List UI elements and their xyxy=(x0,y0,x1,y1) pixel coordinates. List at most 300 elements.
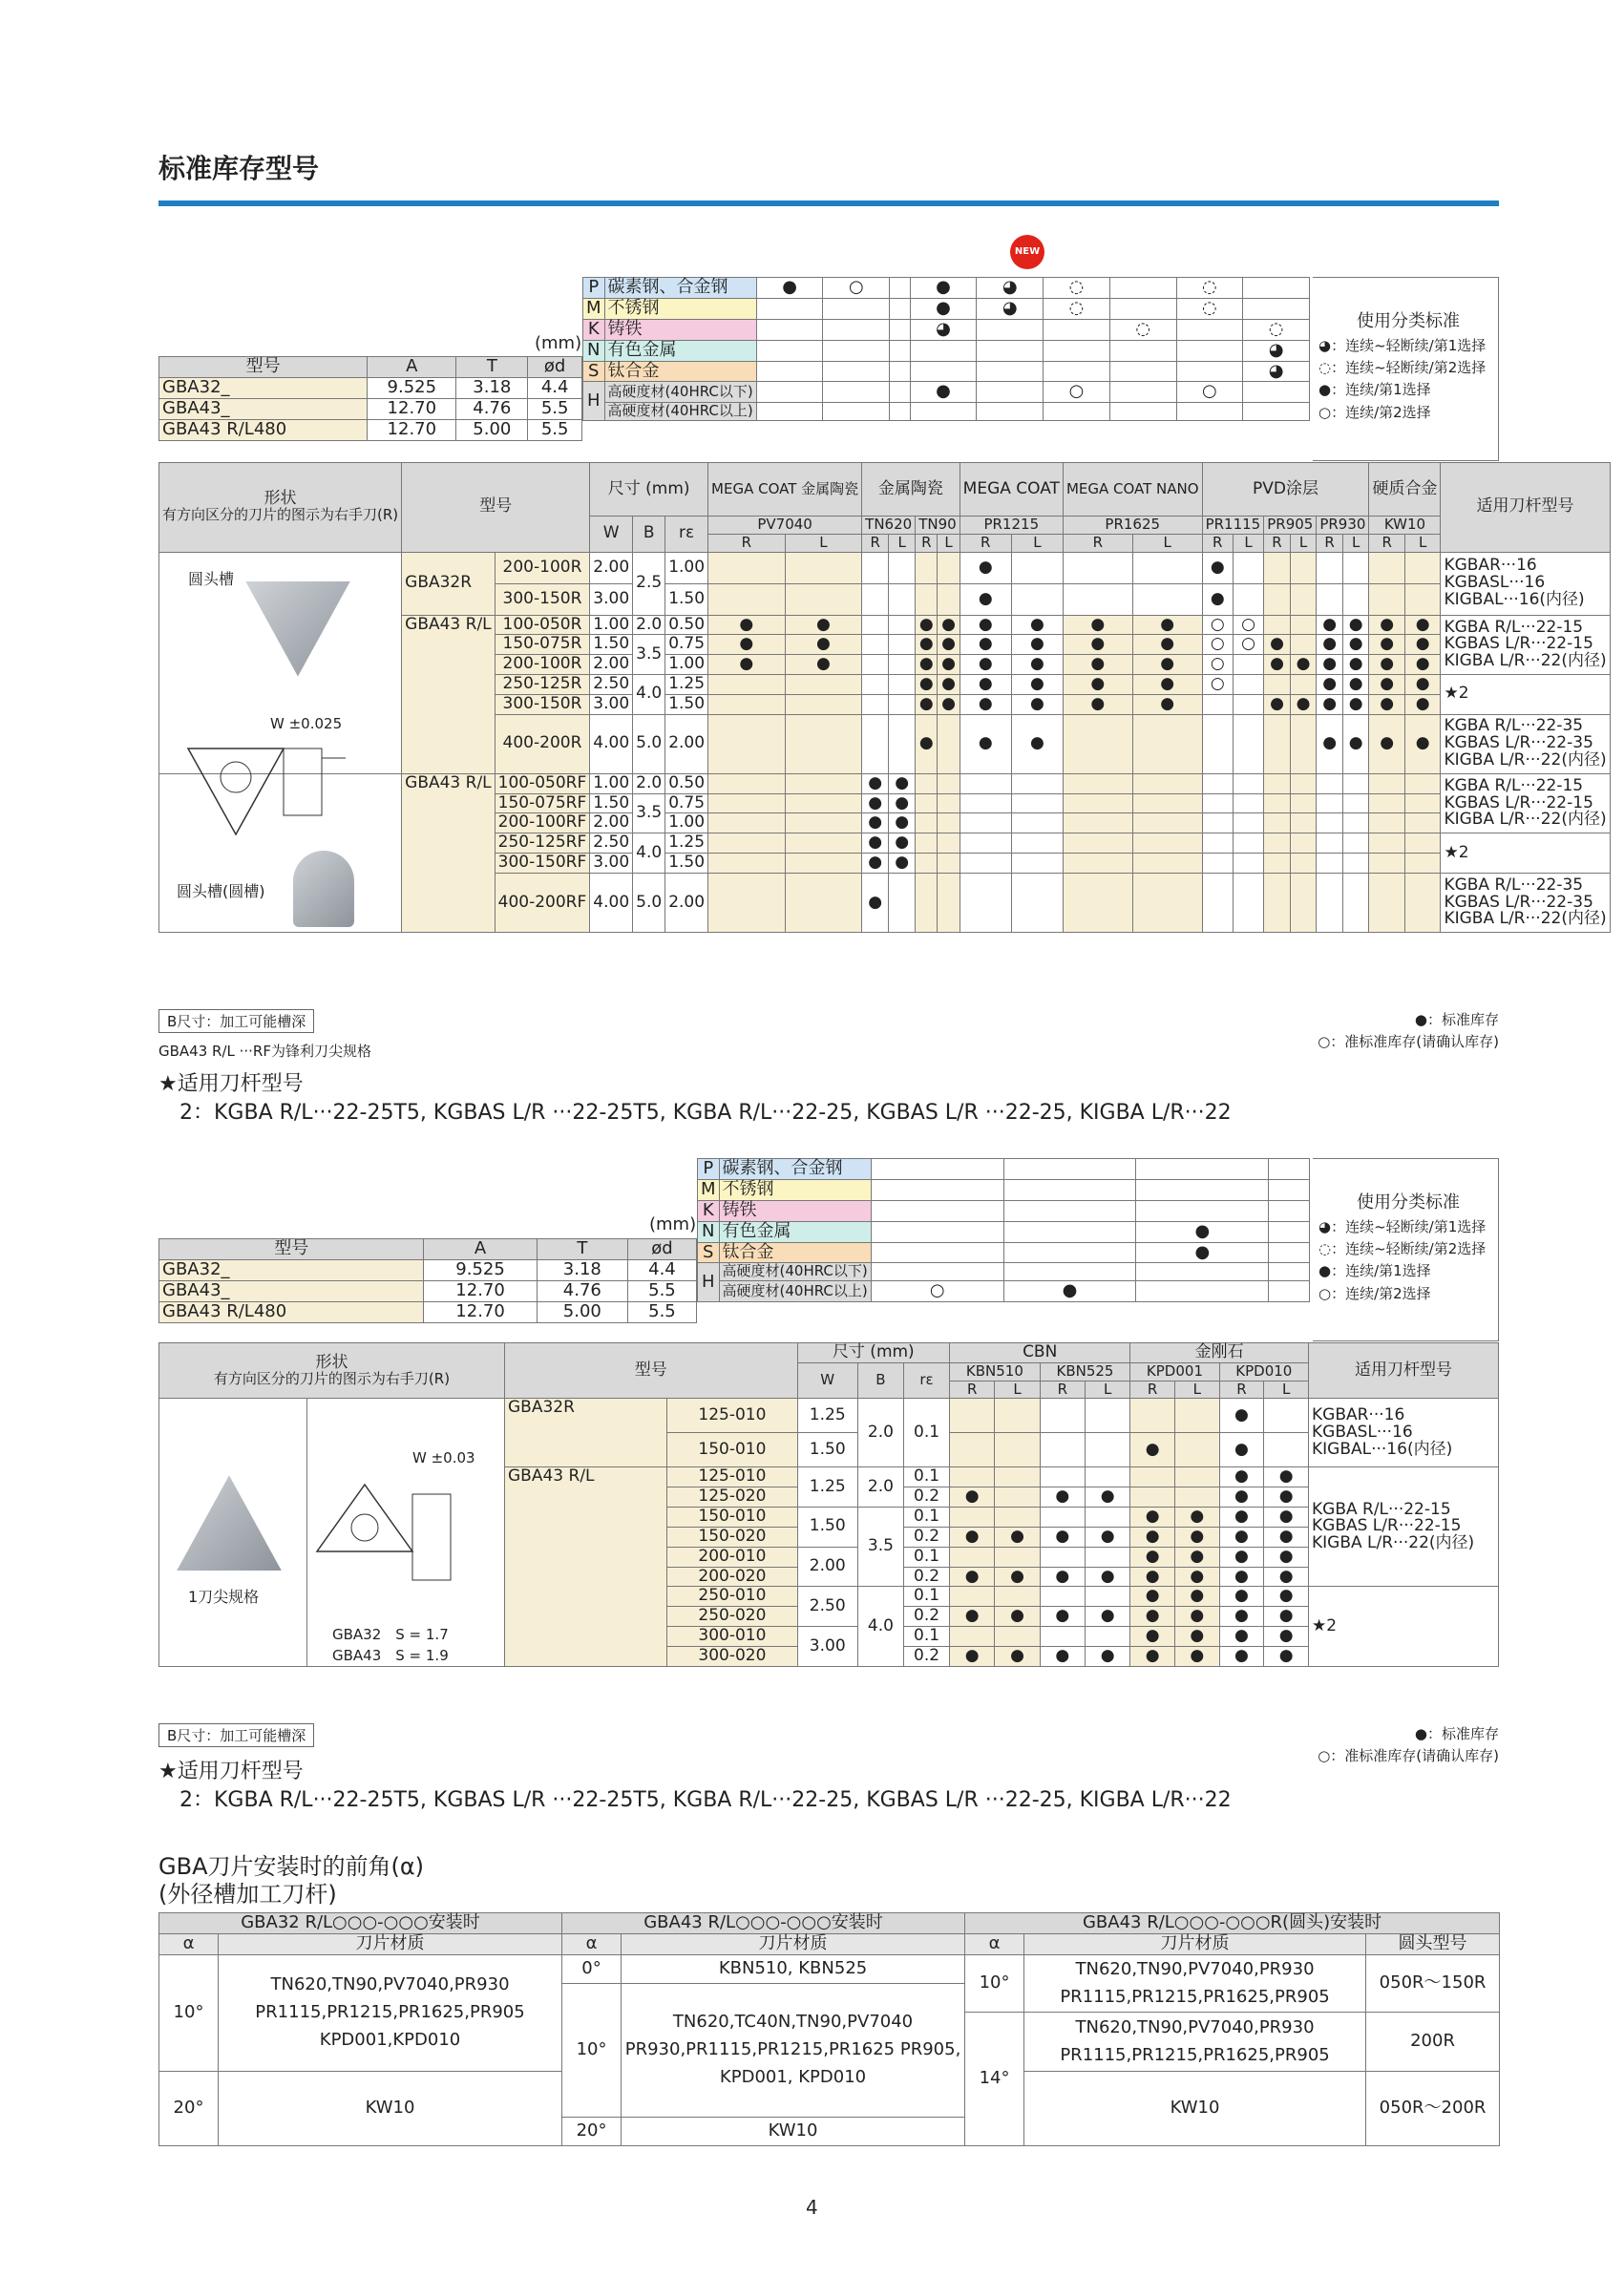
stock-cell xyxy=(1404,552,1441,583)
stock-cell: ● xyxy=(1063,675,1132,695)
stock-cell: ● xyxy=(1369,694,1405,714)
stock-cell xyxy=(1063,552,1132,583)
stock-cell xyxy=(1202,694,1233,714)
cell: 12.70 xyxy=(368,398,456,419)
re: 0.75 xyxy=(665,635,708,655)
holder: KIGBAL···16(内径) xyxy=(1312,1439,1453,1459)
material-grid-1 xyxy=(582,277,1310,421)
stock-cell xyxy=(1317,813,1343,833)
stock-cell xyxy=(785,675,862,695)
stock-cell: ● xyxy=(708,655,786,675)
stock-cell: ● xyxy=(1130,1547,1175,1567)
rl-header: R xyxy=(1219,1381,1264,1399)
stock-cell xyxy=(756,361,823,382)
stock-cell: ● xyxy=(1011,714,1063,773)
holder: KGBA R/L···22-35 xyxy=(1444,716,1584,736)
cell: GBA43_ xyxy=(159,1280,424,1301)
stock-cell xyxy=(916,793,938,813)
holder: KGBAR···16 xyxy=(1312,1405,1405,1425)
mat-name: 碳素钢、合金钢 xyxy=(719,1159,871,1180)
stock-cell xyxy=(890,403,910,421)
stock-cell: ● xyxy=(1369,675,1405,695)
re: 0.1 xyxy=(903,1399,949,1467)
stock-cell xyxy=(785,854,862,874)
stock-cell xyxy=(1290,773,1317,793)
stock-cell xyxy=(950,1587,995,1607)
stock-cell xyxy=(1233,714,1263,773)
stock-cell: ● xyxy=(889,793,916,813)
stock-cell: ● xyxy=(1219,1646,1264,1666)
rl-header: L xyxy=(1264,1381,1309,1399)
usage-legend-title: 使用分类标准 xyxy=(1357,1192,1460,1213)
stock-cell xyxy=(1342,583,1369,615)
w: 1.50 xyxy=(797,1508,857,1548)
stock-cell: ● xyxy=(1264,1527,1309,1547)
stock-cell: ● xyxy=(1202,583,1233,615)
stock-cell xyxy=(1233,833,1263,854)
stock-cell xyxy=(1404,773,1441,793)
b: 2.0 xyxy=(857,1399,903,1467)
size-header: 尺寸 (mm) xyxy=(590,463,708,517)
cell: 3.18 xyxy=(456,377,528,398)
s-label: GBA43 S = 1.9 xyxy=(332,1647,449,1665)
stock-cell xyxy=(159,463,402,553)
stock-cell: ● xyxy=(862,773,889,793)
stock-cell xyxy=(862,714,889,773)
re: 0.1 xyxy=(903,1627,949,1647)
stock-cell: ● xyxy=(1264,1508,1309,1528)
materials: TN620,TN90,PV7040,PR930 PR1115,PR1215,PR1625,PR905 xyxy=(1024,1954,1366,2013)
stock-cell xyxy=(1264,854,1291,874)
holder: ★2 xyxy=(1441,675,1610,715)
stock-cell xyxy=(1011,773,1063,793)
stock-cell xyxy=(1404,873,1441,932)
stock-cell xyxy=(1404,793,1441,813)
stock-cell xyxy=(1369,873,1405,932)
stock-cell: ● xyxy=(916,694,938,714)
stock-cell xyxy=(1342,813,1369,833)
cell: 3.18 xyxy=(537,1259,627,1280)
stock-cell xyxy=(916,873,938,932)
b-header: B xyxy=(633,517,665,553)
s-label: GBA32 S = 1.7 xyxy=(332,1626,449,1644)
grade-group: MEGA COAT NANO xyxy=(1063,463,1202,517)
stock-cell xyxy=(1290,833,1317,854)
stock-cell: ● xyxy=(1264,1646,1309,1666)
stock-cell xyxy=(1342,793,1369,813)
holder: KIGBAL···16(内径) xyxy=(1444,589,1585,609)
cell: 12.70 xyxy=(424,1301,537,1322)
stock-cell: ● xyxy=(960,675,1011,695)
stock-cell xyxy=(1003,1200,1136,1221)
grade: TN620 xyxy=(862,517,916,535)
stock-cell xyxy=(977,382,1044,403)
stock-cell xyxy=(708,694,786,714)
re: 1.00 xyxy=(665,655,708,675)
stock-cell xyxy=(823,340,890,361)
stock-cell: ● xyxy=(1085,1567,1129,1587)
cell: GBA32_ xyxy=(159,1259,424,1280)
re: 0.75 xyxy=(665,793,708,813)
rl-header: R xyxy=(1040,1381,1085,1399)
stock-cell xyxy=(1176,340,1243,361)
stock-cell xyxy=(1063,813,1132,833)
holder: ★2 xyxy=(1441,833,1610,874)
stock-cell xyxy=(862,635,889,655)
stock-cell xyxy=(823,403,890,421)
b: 5.0 xyxy=(633,873,665,932)
stock-cell: ● xyxy=(938,675,960,695)
model: 200-010 xyxy=(667,1547,797,1567)
nose: 050R～200R xyxy=(1366,2072,1500,2146)
stock-cell: ○ xyxy=(1202,635,1233,655)
stock-cell: ● xyxy=(1063,655,1132,675)
grade: PR1215 xyxy=(960,517,1063,535)
rl-header: L xyxy=(1174,1381,1219,1399)
stock-cell xyxy=(862,615,889,635)
stock-cell xyxy=(1290,552,1317,583)
material-grid-2 xyxy=(697,1158,1310,1302)
grade-group: 硬质合金 xyxy=(1369,463,1441,517)
stock-cell: ● xyxy=(1130,1527,1175,1547)
stock-cell: ● xyxy=(1264,655,1291,675)
w-header: W xyxy=(590,517,633,553)
holder: ★2 xyxy=(1309,1587,1499,1666)
grade: KBN525 xyxy=(1040,1362,1130,1381)
stock-cell: ● xyxy=(1342,615,1369,635)
stock-cell xyxy=(889,655,916,675)
shape-sub: 有方向区分的刀片的图示为右手刀(R) xyxy=(213,1369,451,1387)
stock-cell: ● xyxy=(1264,635,1291,655)
stock-cell: ● xyxy=(1174,1547,1219,1567)
stock-cell xyxy=(938,813,960,833)
stock-cell xyxy=(1085,1433,1129,1467)
stock-cell xyxy=(1202,833,1233,854)
stock-cell xyxy=(1136,1159,1269,1180)
stock-cell: ● xyxy=(1063,615,1132,635)
stock-cell xyxy=(890,361,910,382)
stock-cell xyxy=(1003,1159,1136,1180)
w: 3.00 xyxy=(590,854,633,874)
holder-cell xyxy=(1441,773,1610,833)
stock-cell xyxy=(1003,1221,1136,1242)
model: 250-125R xyxy=(495,675,590,695)
re: 1.25 xyxy=(665,833,708,854)
stock-cell: ● xyxy=(1264,1607,1309,1627)
stock-cell: ● xyxy=(916,655,938,675)
mm-label: (mm) xyxy=(535,333,582,353)
grade-group: MEGA COAT xyxy=(960,463,1063,517)
stock-cell xyxy=(823,319,890,340)
rl-header: L xyxy=(1233,534,1263,552)
b-note: B尺寸：加工可能槽深 xyxy=(158,1723,314,1747)
stock-cell xyxy=(756,403,823,421)
stock-cell xyxy=(1233,854,1263,874)
w: 1.50 xyxy=(590,635,633,655)
mat-code: N xyxy=(583,340,605,361)
stock-cell xyxy=(785,773,862,793)
stock-cell: ● xyxy=(1130,1587,1175,1607)
cell: 12.70 xyxy=(368,419,456,440)
cell: 5.5 xyxy=(528,419,582,440)
rake-header: GBA32 R/L○○○-○○○安装时 xyxy=(159,1913,562,1934)
model-header: 型号 xyxy=(402,463,590,553)
stock-cell xyxy=(785,583,862,615)
stock-cell xyxy=(1040,1433,1085,1467)
mat-name: 高硬度材(40HRC以下) xyxy=(719,1263,871,1281)
mat-code: H xyxy=(583,382,605,421)
cell: GBA43 R/L480 xyxy=(159,419,368,440)
holder-cell xyxy=(1309,1399,1499,1467)
stock-cell xyxy=(1269,1281,1310,1302)
stock-cell xyxy=(785,793,862,813)
re: 0.1 xyxy=(903,1508,949,1528)
stock-cell xyxy=(1269,1221,1310,1242)
cell: 5.00 xyxy=(537,1301,627,1322)
shape-label: 1刀尖规格 xyxy=(188,1588,260,1607)
mat-name: 高硬度材(40HRC以上) xyxy=(719,1281,871,1302)
holder-header: 适用刀杆型号 xyxy=(1441,463,1610,553)
stock-cell xyxy=(995,1399,1040,1433)
stock-cell xyxy=(916,583,938,615)
stock-cell xyxy=(938,714,960,773)
stock-cell xyxy=(1136,1179,1269,1200)
insert-image xyxy=(177,1475,282,1571)
stock-cell: ● xyxy=(1317,694,1343,714)
stock-cell: ● xyxy=(938,655,960,675)
insert-drawing xyxy=(307,1475,498,1599)
stock-cell: ◕ xyxy=(977,298,1044,319)
stock-cell xyxy=(1040,1399,1085,1433)
stock-cell: ● xyxy=(916,615,938,635)
w: 1.25 xyxy=(797,1399,857,1433)
col-header: 型号 xyxy=(159,357,368,378)
model: 150-020 xyxy=(667,1527,797,1547)
stock-cell xyxy=(1233,552,1263,583)
stock-cell xyxy=(916,854,938,874)
stock-cell: ● xyxy=(1404,694,1441,714)
cell: GBA43 R/L480 xyxy=(159,1301,424,1322)
stock-cell xyxy=(977,403,1044,421)
cell: 5.5 xyxy=(528,398,582,419)
grade: PR1115 xyxy=(1202,517,1264,535)
w: 3.00 xyxy=(590,583,633,615)
stock-cell: ● xyxy=(1130,1646,1175,1666)
w: 4.00 xyxy=(590,873,633,932)
legend-item: ◌：连续~轻断续/第2选择 xyxy=(1318,1240,1487,1258)
rl-header: L xyxy=(1404,534,1441,552)
materials: TN620,TN90,PV7040,PR930 PR1115,PR1215,PR1625,PR905 KPD001,KPD010 xyxy=(219,1954,562,2072)
stock-cell xyxy=(950,1508,995,1528)
shape-header: 形状 xyxy=(264,489,297,509)
stock-cell xyxy=(910,361,977,382)
cell: GBA32_ xyxy=(159,377,368,398)
stock-cell xyxy=(1063,714,1132,773)
grade: PR1625 xyxy=(1063,517,1202,535)
rl-header: R xyxy=(708,534,786,552)
stock-cell xyxy=(1011,583,1063,615)
stock-cell xyxy=(871,1179,1003,1200)
stock-cell: ● xyxy=(1132,694,1202,714)
usage-legend-1 xyxy=(1313,277,1499,461)
re: 0.2 xyxy=(903,1646,949,1666)
stock-cell xyxy=(1003,1263,1136,1281)
model: 200-020 xyxy=(667,1567,797,1587)
stock-cell: ◌ xyxy=(1044,298,1110,319)
legend-item: ●：连续/第1选择 xyxy=(1318,381,1431,399)
grade: TN90 xyxy=(916,517,960,535)
re: 0.2 xyxy=(903,1487,949,1508)
stock-cell: ● xyxy=(995,1527,1040,1547)
stock-cell xyxy=(1063,873,1132,932)
holder: KGBAS L/R···22-35 xyxy=(1444,892,1593,912)
stock-cell xyxy=(1003,1242,1136,1263)
stock-cell xyxy=(1085,1399,1129,1433)
mat-header: 刀片材质 xyxy=(219,1933,562,1954)
stock-cell: ● xyxy=(1290,655,1317,675)
stock-cell: ● xyxy=(950,1487,995,1508)
series-label: GBA43 R/L xyxy=(505,1467,667,1666)
stock-cell xyxy=(1233,773,1263,793)
stock-cell: ● xyxy=(1063,694,1132,714)
stock-cell xyxy=(1290,793,1317,813)
stock-cell xyxy=(1011,793,1063,813)
stock-cell xyxy=(1404,813,1441,833)
b: 4.0 xyxy=(633,833,665,874)
stock-cell: ● xyxy=(995,1567,1040,1587)
stock-cell: ● xyxy=(889,813,916,833)
stock-cell xyxy=(960,773,1011,793)
stock-cell xyxy=(1132,854,1202,874)
rl-header: L xyxy=(1085,1381,1129,1399)
mat-name: 铸铁 xyxy=(604,319,756,340)
holder-cell xyxy=(1309,1467,1499,1587)
holder: KIGBA L/R···22(内径) xyxy=(1444,810,1607,830)
col-header: ød xyxy=(528,357,582,378)
rf-note: GBA43 R/L ···RF为锋利刀尖规格 xyxy=(158,1043,371,1060)
stock-cell: ● xyxy=(1317,655,1343,675)
model: 125-010 xyxy=(667,1467,797,1487)
stock-cell xyxy=(889,615,916,635)
usage-legend-2 xyxy=(1313,1158,1499,1341)
stock-cell xyxy=(1264,1433,1309,1467)
re: 1.25 xyxy=(665,675,708,695)
stock-cell xyxy=(1202,813,1233,833)
stock-cell xyxy=(916,833,938,854)
shape-label: 圆头槽(圆槽) xyxy=(177,881,265,900)
stock-cell: ● xyxy=(995,1607,1040,1627)
alpha: 10° xyxy=(965,1954,1024,2013)
stock-cell: ● xyxy=(938,635,960,655)
stock-cell xyxy=(960,833,1011,854)
stock-cell xyxy=(950,1433,995,1467)
model: 400-200RF xyxy=(495,873,590,932)
stock-cell xyxy=(960,873,1011,932)
stock-cell xyxy=(889,552,916,583)
stock-cell xyxy=(1109,403,1176,421)
stock-cell xyxy=(1269,1200,1310,1221)
stock-cell xyxy=(708,675,786,695)
w: 2.00 xyxy=(590,552,633,583)
w: 1.00 xyxy=(590,773,633,793)
mm-label: (mm) xyxy=(649,1214,697,1234)
rl-header: R xyxy=(916,534,938,552)
stock-cell xyxy=(1085,1508,1129,1528)
stock-cell: ● xyxy=(1011,615,1063,635)
b: 2.0 xyxy=(633,615,665,635)
shape-sub: 有方向区分的刀片的图示为右手刀(R) xyxy=(162,506,399,524)
w: 3.00 xyxy=(797,1627,857,1667)
stock-cell: ○ xyxy=(1233,635,1263,655)
stock-cell xyxy=(995,1627,1040,1647)
stock-cell xyxy=(1369,793,1405,813)
mat-name: 钛合金 xyxy=(719,1242,871,1263)
stock-cell: ● xyxy=(1174,1646,1219,1666)
stock-cell: ● xyxy=(1130,1607,1175,1627)
stock-cell: ● xyxy=(1174,1627,1219,1647)
re: 1.50 xyxy=(665,854,708,874)
materials: TN620,TN90,PV7040,PR930 PR1115,PR1215,PR1625,PR905 xyxy=(1024,2013,1366,2072)
stock-cell xyxy=(960,793,1011,813)
w: 3.00 xyxy=(590,694,633,714)
stock-cell: ● xyxy=(960,655,1011,675)
re-header: rε xyxy=(903,1362,949,1399)
mat-name: 钛合金 xyxy=(604,361,756,382)
rake-title: GBA刀片安装时的前角(α) xyxy=(158,1853,425,1880)
stock-cell: ● xyxy=(1219,1467,1264,1487)
stock-cell: ● xyxy=(1136,1221,1269,1242)
stock-cell xyxy=(1264,833,1291,854)
stock-cell xyxy=(708,714,786,773)
stock-cell xyxy=(995,1467,1040,1487)
rl-header: L xyxy=(785,534,862,552)
re: 0.1 xyxy=(903,1547,949,1567)
model: 300-010 xyxy=(667,1627,797,1647)
stock-cell xyxy=(1132,714,1202,773)
insert-image xyxy=(245,581,350,677)
stock-cell xyxy=(960,813,1011,833)
stock-cell: ● xyxy=(910,298,977,319)
stock-cell: ● xyxy=(1085,1487,1129,1508)
re-header: rε xyxy=(665,517,708,553)
stock-cell: ● xyxy=(1132,675,1202,695)
stock-cell xyxy=(995,1508,1040,1528)
col-header: T xyxy=(537,1239,627,1260)
stock-cell: ○ xyxy=(1044,382,1110,403)
stock-cell: ● xyxy=(916,675,938,695)
b-note-1 xyxy=(158,1009,314,1033)
stock-cell: ● xyxy=(1130,1627,1175,1647)
stock-cell xyxy=(862,694,889,714)
stock-cell xyxy=(1404,833,1441,854)
stock-cell xyxy=(1040,1587,1085,1607)
re: 1.00 xyxy=(665,552,708,583)
stock-cell xyxy=(950,1399,995,1433)
stock-cell xyxy=(1233,873,1263,932)
stock-cell xyxy=(1130,1399,1175,1433)
b: 3.5 xyxy=(633,793,665,833)
title-rule xyxy=(158,200,1499,206)
legend-item: ◕：连续~轻断续/第1选择 xyxy=(1318,1217,1487,1235)
w-tolerance: W ±0.025 xyxy=(270,714,343,732)
stock-cell xyxy=(785,833,862,854)
holder-header: 适用刀杆型号 xyxy=(1309,1343,1499,1399)
nose-header: 圆头型号 xyxy=(1366,1933,1500,1954)
b-note-2 xyxy=(158,1723,314,1747)
legend-item: ○：连续/第2选择 xyxy=(1318,403,1431,421)
stock-cell xyxy=(1132,552,1202,583)
usage-legend-title: 使用分类标准 xyxy=(1357,311,1460,331)
